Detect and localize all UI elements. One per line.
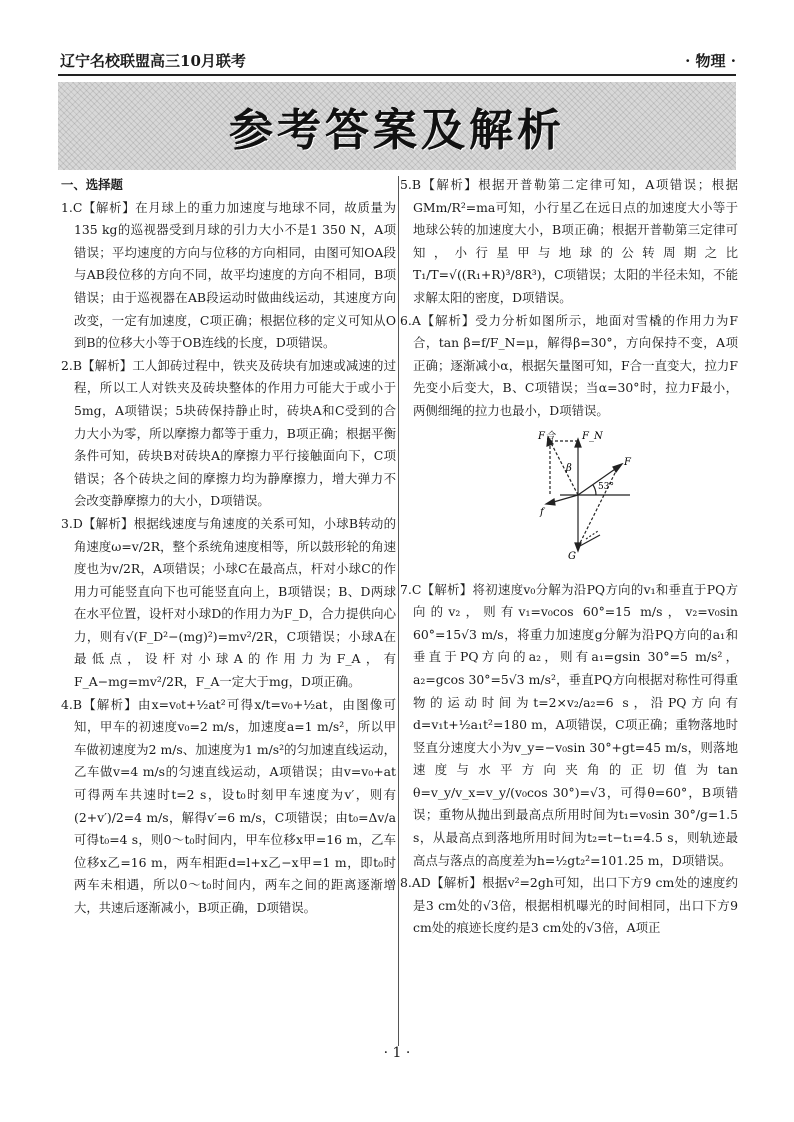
subject-label: · 物理 · — [685, 52, 736, 70]
arrow-head — [575, 439, 581, 447]
left-column — [61, 174, 396, 920]
answer-1: 1.C【解析】在月球上的重力加速度与地球不同，故质量为135 kg的巡视器受到月球的引力大小不是1 350 N，A项错误；平均速度的方向与位移的方向相同，由图可知OA段与AB段位移的方向不同，故平均速度的方向不相同，B项错误；由于巡视器在AB段运动时做曲线运动，其速度方向改变，一定有加速度，C项正确；根据位移的定义可知从O到B的位移大小等于OB连线的长度，D项错误。 — [61, 199, 396, 351]
page-title: 参考答案及解析 — [229, 105, 565, 156]
label-fn: F_N — [582, 430, 603, 442]
label-angle: 53° — [598, 481, 614, 492]
force-diagram — [400, 425, 738, 575]
column-divider — [398, 176, 399, 1046]
label-gravity: G — [568, 550, 576, 562]
label-f-total: F合 — [538, 430, 555, 442]
dashed-line — [586, 531, 598, 539]
arrow-head — [613, 464, 622, 472]
answer-2: 2.B【解析】工人卸砖过程中，铁夹及砖块有加速或减速的过程，所以工人对铁夹及砖块整体的作用力可能大于或小于5mg，A项错误；5块砖保持静止时，砖块A和C受到的合力大小为零，所以摩擦力都等于重力，B项正确；根据平衡条件可知，砖块B对砖块A的摩擦力平行接触面向下，C项错误；各个砖块之间的摩擦力均为静摩擦力，增大弹力不会改变静摩擦力的大小，D项错误。 — [61, 357, 396, 509]
answer-3: 3.D【解析】根据线速度与角速度的关系可知，小球B转动的角速度ω=v/2R，整个系统角速度相等，所以鼓形轮的角速度也为v/2R，A项错误；小球C在最高点，杆对小球C的作用力可能竖直向下也可能竖直向上，B项错误；B、D两球在水平位置，设杆对小球D的作用力为F_D，合力提供向心力，则有√(F_D²−(mg)²)=mv²/2R，C项错误；小球A在最低点，设杆对小球A的作用力为F_A，有F_A−mg=mv²/2R，F_A一定大于mg，D项正确。 — [61, 515, 396, 690]
dashed-line — [578, 467, 618, 547]
resultant-force-arrow — [550, 441, 578, 495]
exam-title: 辽宁名校联盟高三10月联考 — [60, 52, 246, 70]
answer-5: 5.B【解析】根据开普勒第二定律可知，A项错误；根据GMm/R²=ma可知，小行星乙在远日点的加速度大小等于地球公转的加速度大小，B项正确；根据开普勒第三定律可知，小行星甲与地球的公转周期之比T₁/T=√((R₁+R)³/8R³)，C项错误；太阳的半径未知，不能求解太阳的密度，D项错误。 — [400, 177, 738, 305]
label-f: F — [624, 456, 631, 468]
answer-4: 4.B【解析】由x=v₀t+½at²可得x/t=v₀+½at，由图像可知，甲车的初速度v₀=2 m/s，加速度a=1 m/s²，所以甲车做初速度为2 m/s、加速度为1 m/s²的匀加速直线运动，乙车做v=4 m/s的匀速直线运动，A项错误；由v=v₀+at可得两车共速时t=2 s，设t₀时刻甲车速度为v′，则有(2+v′)/2=4 m/s，解得v′=6 m/s，C项错误；由t₀=Δv/a可得t₀=4 s，则0～t₀时间内，甲车位移x甲=16 m，乙车位移x乙=16 m，两车相距d=l+x乙−x甲=1 m，即t₀时两车未相遇，所以0～t₀时间内，两车之间的距离逐渐增大，共速后逐渐减小，B项正确，D项错误。 — [61, 696, 396, 915]
right-column — [400, 174, 738, 940]
angle-arc — [593, 485, 596, 495]
answer-7: 7.C【解析】将初速度v₀分解为沿PQ方向的v₁和垂直于PQ方向的v₂，则有v₁=v₀cos 60°=15 m/s，v₂=v₀sin 60°=15√3 m/s，将重力加速度g分解为沿PQ方向的a₁和垂直于PQ方向的a₂，则有a₁=gsin 30°=5 m/s²，a₂=gcos 30°=5√3 m/s²，垂直PQ方向根据对称性可得重物的运动时间为t=2×v₂/a₂=6 s，沿PQ方向有d=v₁t+½a₁t²=180 m，A项错误，C项正确；重物落地时竖直分速度大小为v_y=−v₀sin 30°+gt=45 m/s，则落地速度与水平方向夹角的正切值为tan θ=v_y/v_x=v_y/(v₀cos 30°)=√3，可得θ=60°，B项错误；重物从抛出到最高点所用时间为t₁=v₀sin 30°/g=1.5 s，从最高点到落地所用时间为t₂=t−t₁=4.5 s，则轨迹最高点与落点的高度差为h=½gt₂²=101.25 m，D项错误。 — [400, 581, 738, 868]
label-beta: β — [566, 462, 572, 474]
section-heading: 一、选择题 — [61, 177, 123, 192]
page-number: · 1 · — [383, 1045, 411, 1061]
arrow-head — [546, 499, 555, 505]
answer-8: 8.AD【解析】根据v²=2gh可知，出口下方9 cm处的速度约是3 cm处的√3倍，根据相机曝光的时间相同，出口下方9 cm处的痕迹长度约是3 cm处的√3倍，A项正 — [400, 875, 738, 936]
force-diagram-svg — [400, 425, 738, 575]
title-banner — [58, 82, 736, 170]
label-friction: f — [540, 506, 544, 518]
answer-6: 6.A【解析】受力分析如图所示，地面对雪橇的作用力为F合，tan β=f/F_N=μ，解得β=30°，方向保持不变，A项正确；逐渐减小α，根据矢量图可知，F合一直变大，拉力F先变小后变大，B、C项错误；当α=30°时，拉力F最小，两侧细绳的拉力也最小，D项错误。 — [400, 312, 738, 418]
header-rule — [58, 74, 736, 76]
